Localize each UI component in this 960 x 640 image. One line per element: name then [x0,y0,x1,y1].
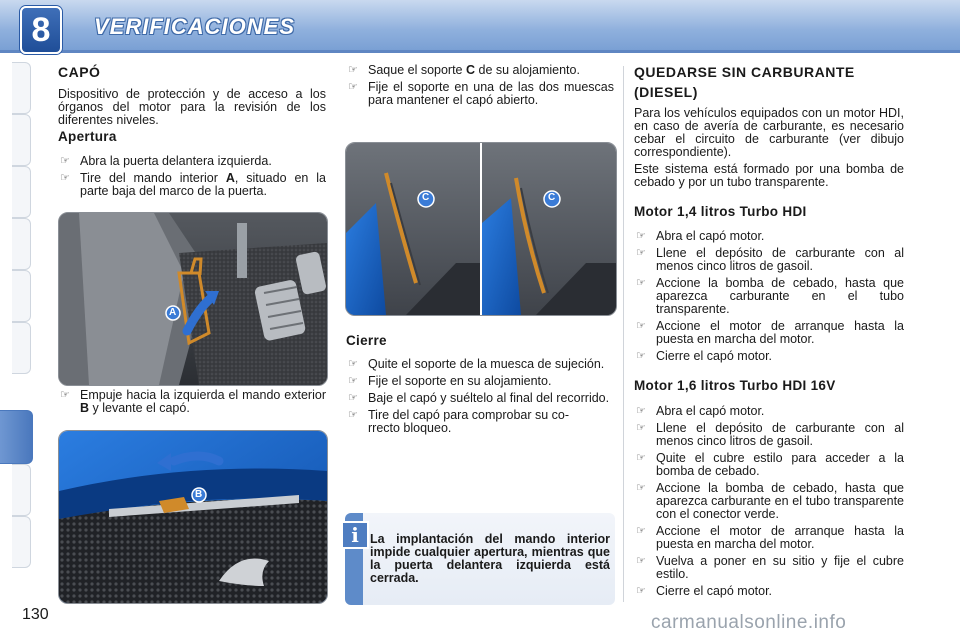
fuel-para-1: Para los vehículos equipados con un motor HDI, en caso de avería de carburante, es necesario cebar el circuito de carburante (ver dibujo correspondiente). [634,106,904,159]
chapter-tab[interactable] [12,218,31,270]
list-item: ☞ Cierre el capó motor. [636,349,773,363]
hand-pointer-icon: ☞ [636,247,646,259]
closing-steps [346,358,614,439]
section-title-fuel: QUEDARSE SIN CARBURANTE (DIESEL) [634,64,855,100]
hood-prop-drawing [346,143,616,315]
hood-prop-illustration [345,142,617,316]
hand-pointer-icon: ☞ [636,585,646,597]
hand-pointer-icon: ☞ [636,405,646,417]
callout-c-right: C [548,192,556,203]
info-icon: i [341,521,369,549]
interior-lever-illustration [58,212,328,386]
chapter-tab-active[interactable] [0,410,33,464]
engine-1-heading: Motor 1,4 litros Turbo HDI [634,204,807,219]
chapter-tab[interactable] [12,322,31,374]
list-item: ☞ Accione el motor de arranque hasta la puesta en marcha del motor. [636,319,904,346]
hand-pointer-icon: ☞ [636,230,646,242]
chapter-tab[interactable] [12,270,31,322]
list-item: ☞ Abra el capó motor. [636,404,765,418]
list-item: ☞ Quite el cubre estilo para acceder a la bomba de cebado. [636,451,904,478]
list-item: ☞ Llene el depósito de carburante con al menos cinco litros de gasoil. [636,421,904,448]
callout-c-left: C [422,192,430,203]
hand-pointer-icon: ☞ [60,389,70,401]
fuel-para-2: Este sistema está formado por una bomba de cebado y por un tubo transparente. [634,162,904,189]
chapter-tab[interactable] [12,516,31,568]
list-item: ☞ Accione el motor de arranque hasta la puesta en marcha del motor. [636,524,904,551]
list-item: ☞ Abra la puerta delantera izquierda. [60,154,272,168]
list-item: ☞ Tire del capó para comprobar su co- rrecto bloqueo. [348,408,570,435]
header-underline [0,50,960,53]
chapter-tab[interactable] [12,62,31,114]
list-item: ☞ Cierre el capó motor. [636,584,773,598]
hand-pointer-icon: ☞ [348,392,358,404]
interior-lever-drawing [59,213,327,385]
hand-pointer-icon: ☞ [348,375,358,387]
list-item: ☞ Saque el soporte C de su alojamiento. [348,63,580,77]
list-item: ☞ Baje el capó y suéltelo al final del recorrido. [348,391,610,405]
opening-steps-continued [58,389,326,419]
closing-heading: Cierre [346,333,387,348]
section-title-capo: CAPÓ [58,64,101,80]
opening-heading: Apertura [58,129,117,144]
exterior-lever-drawing [59,431,327,603]
capo-intro: Dispositivo de protección y de acceso a los órganos del motor para la revisión de los diferentes niveles. [58,87,326,127]
chapter-tab[interactable] [12,464,31,516]
hand-pointer-icon: ☞ [60,155,70,167]
engine-1-steps [634,230,904,367]
hand-pointer-icon: ☞ [60,172,70,184]
hand-pointer-icon: ☞ [636,482,646,494]
chapter-tab[interactable] [12,114,31,166]
exterior-lever-illustration [58,430,328,604]
list-item: ☞ Tire del mando interior A, situado en la parte baja del marco de la puerta. [60,171,326,198]
hand-pointer-icon: ☞ [636,350,646,362]
hand-pointer-icon: ☞ [636,422,646,434]
hand-pointer-icon: ☞ [348,409,358,421]
info-text: La implantación del mando interior impide cualquier apertura, mientras que la puerta delantera izquierda está cerrada. [370,532,610,585]
list-item: ☞ Fije el soporte en su alojamiento. [348,374,552,388]
list-item: ☞ Quite el soporte de la muesca de sujeción. [348,357,605,371]
chapter-title: VERIFICACIONES [94,14,296,39]
callout-b: B [195,489,203,500]
chapter-number-badge: 8 [20,6,62,54]
list-item: ☞ Accione la bomba de cebado, hasta que aparezca carburante en el tubo transparente con el conector verde. [636,481,904,521]
engine-2-steps [634,405,904,602]
list-item: ☞ Llene el depósito de carburante con al menos cinco litros de gasoil. [636,246,904,273]
watermark: carmanualsonline.info [651,612,847,633]
hand-pointer-icon: ☞ [348,81,358,93]
engine-2-heading: Motor 1,6 litros Turbo HDI 16V [634,378,836,393]
callout-a: A [169,307,177,318]
page-number: 130 [22,606,49,623]
opening-steps [58,155,326,202]
prop-steps [346,64,614,111]
chapter-tabs [0,62,34,577]
hand-pointer-icon: ☞ [636,555,646,567]
list-item: ☞ Accione la bomba de cebado, hasta que aparezca carburante en el tubo transparente. [636,276,904,316]
list-item: ☞ Vuelva a poner en su sitio y fije el cubre estilo. [636,554,904,581]
column-divider [623,66,624,602]
hand-pointer-icon: ☞ [348,64,358,76]
hand-pointer-icon: ☞ [636,452,646,464]
list-item: ☞ Empuje hacia la izquierda el mando exterior B y levante el capó. [60,388,326,415]
list-item: ☞ Fije el soporte en una de las dos muescas para mantener el capó abierto. [348,80,614,107]
chapter-tab[interactable] [12,166,31,218]
list-item: ☞ Abra el capó motor. [636,229,765,243]
hand-pointer-icon: ☞ [636,320,646,332]
hand-pointer-icon: ☞ [348,358,358,370]
hand-pointer-icon: ☞ [636,277,646,289]
hand-pointer-icon: ☞ [636,525,646,537]
